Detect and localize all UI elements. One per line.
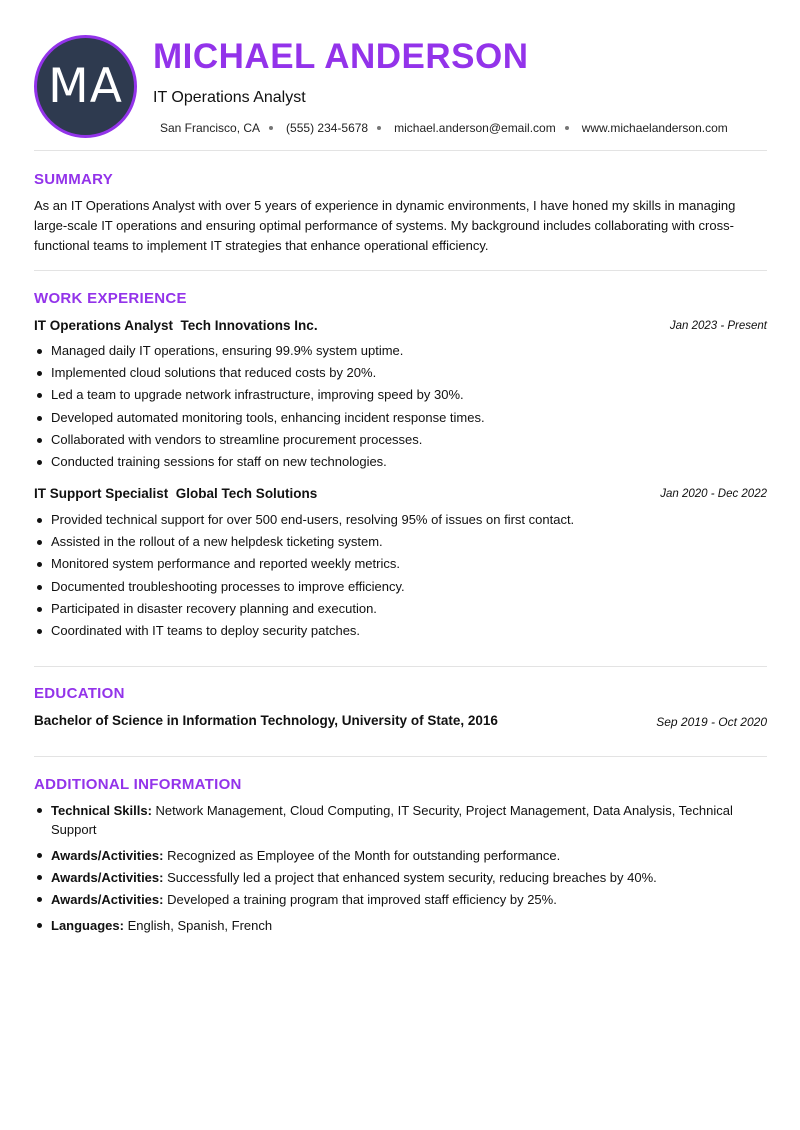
- list-item: Collaborated with vendors to streamline procurement processes.: [34, 429, 767, 451]
- info-label: Languages:: [51, 918, 124, 933]
- list-item: Documented troubleshooting processes to improve efficiency.: [34, 576, 767, 598]
- work-experience-heading: WORK EXPERIENCE: [34, 290, 187, 307]
- list-item: Participated in disaster recovery planning and execution.: [34, 598, 767, 620]
- divider: [34, 756, 767, 757]
- job-title-company: [34, 486, 317, 501]
- candidate-name: MICHAEL ANDERSON: [153, 37, 529, 76]
- info-label: Awards/Activities:: [51, 848, 164, 863]
- list-item: Assisted in the rollout of a new helpdesk ticketing system.: [34, 531, 767, 553]
- job-company: Tech Innovations Inc.: [180, 318, 318, 333]
- info-value: Network Management, Cloud Computing, IT Security, Project Management, Data Analysis, Technical Support: [51, 803, 733, 837]
- info-value: English, Spanish, French: [127, 918, 273, 933]
- job-title-company: [34, 318, 318, 333]
- info-label: Awards/Activities:: [51, 892, 164, 907]
- info-value: Developed a training program that improved staff efficiency by 25%.: [167, 892, 557, 907]
- list-item: Implemented cloud solutions that reduced costs by 20%.: [34, 362, 767, 384]
- job-bullet-list: [34, 340, 767, 473]
- job-company: Global Tech Solutions: [175, 486, 318, 501]
- list-item: [34, 801, 767, 839]
- contact-email[interactable]: michael.anderson@email.com: [394, 121, 556, 135]
- list-item: Led a team to upgrade network infrastructure, improving speed by 30%.: [34, 384, 767, 406]
- contact-phone: (555) 234-5678: [286, 121, 369, 135]
- summary-heading: SUMMARY: [34, 171, 114, 188]
- job-bullet-list: [34, 509, 767, 642]
- avatar-initials: MA: [48, 59, 123, 114]
- list-item: Developed automated monitoring tools, enhancing incident response times.: [34, 407, 767, 429]
- job-dates: Jan 2023 - Present: [669, 320, 767, 332]
- contact-location: San Francisco, CA: [160, 121, 261, 135]
- job-header: [34, 486, 767, 504]
- job-header: [34, 318, 767, 336]
- education-degree: Bachelor of Science in Information Technology, University of State, 2016: [34, 713, 498, 728]
- list-item: Provided technical support for over 500 end-users, resolving 95% of issues on first contact.: [34, 509, 767, 531]
- list-item: [34, 868, 767, 887]
- list-item: Coordinated with IT teams to deploy security patches.: [34, 620, 767, 642]
- education-row: [34, 713, 767, 733]
- contact-separator: [565, 126, 569, 130]
- job-role: IT Support Specialist: [34, 486, 169, 501]
- list-item: [34, 890, 767, 909]
- education-dates: Sep 2019 - Oct 2020: [656, 715, 767, 729]
- divider: [34, 150, 767, 151]
- summary-text: As an IT Operations Analyst with over 5 years of experience in dynamic environments, I have honed my skills in managing large-scale IT operations and ensuring optimal performance of systems. My background includes collaborating with cross-functional teams to implement IT strategies that enhance operational efficiency.: [34, 198, 736, 253]
- job-role: IT Operations Analyst: [34, 318, 174, 333]
- additional-info-list: [34, 801, 767, 935]
- candidate-title: IT Operations Analyst: [153, 89, 306, 106]
- contact-website[interactable]: www.michaelanderson.com: [581, 121, 728, 135]
- divider: [34, 270, 767, 271]
- contact-separator: [377, 126, 381, 130]
- contact-row: [160, 121, 728, 135]
- info-label: Technical Skills:: [51, 803, 152, 818]
- contact-separator: [269, 126, 273, 130]
- list-item: Monitored system performance and reported weekly metrics.: [34, 553, 767, 575]
- info-value: Recognized as Employee of the Month for outstanding performance.: [167, 848, 561, 863]
- list-item: [34, 916, 767, 935]
- info-value: Successfully led a project that enhanced system security, reducing breaches by 40%.: [167, 870, 657, 885]
- job-dates: Jan 2020 - Dec 2022: [660, 488, 767, 500]
- avatar: [34, 35, 137, 138]
- list-item: [34, 846, 767, 865]
- divider: [34, 666, 767, 667]
- list-item: Conducted training sessions for staff on new technologies.: [34, 451, 767, 473]
- list-item: Managed daily IT operations, ensuring 99.9% system uptime.: [34, 340, 767, 362]
- info-label: Awards/Activities:: [51, 870, 164, 885]
- education-heading: EDUCATION: [34, 685, 125, 702]
- additional-info-heading: ADDITIONAL INFORMATION: [34, 776, 242, 793]
